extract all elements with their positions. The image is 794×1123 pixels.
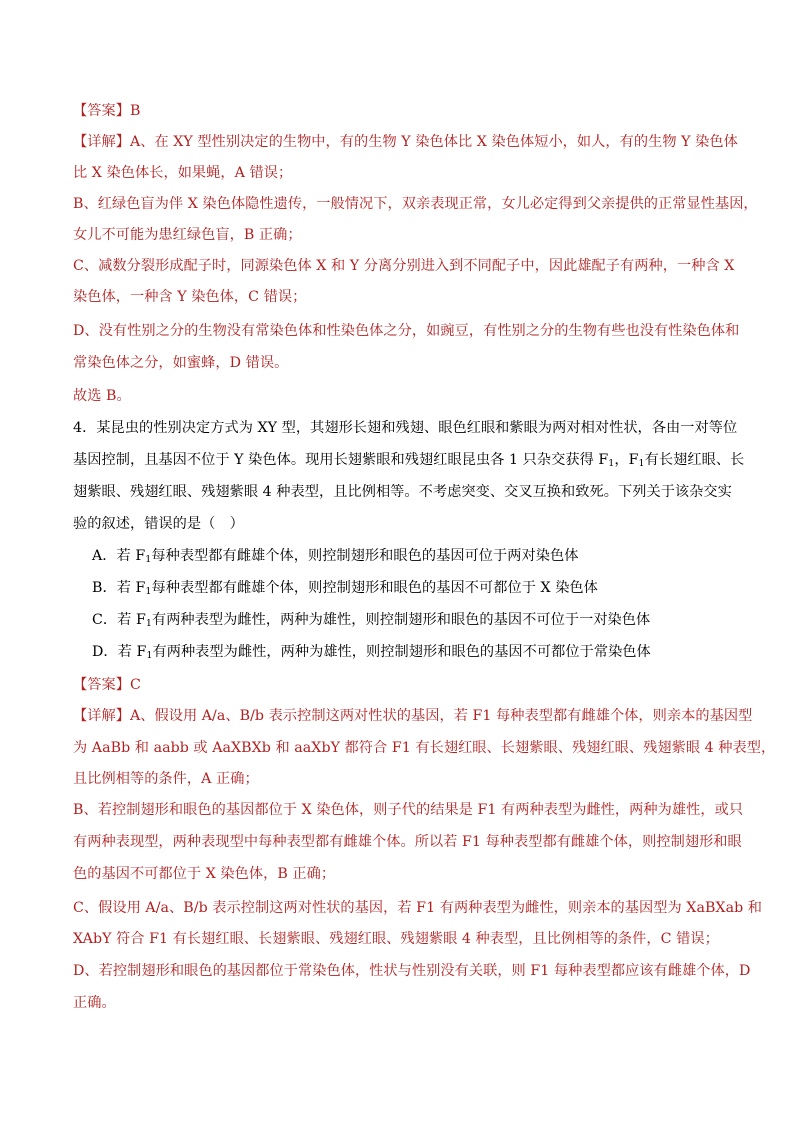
detail-line: 有两种表现型，两种表现型中每种表型都有雌雄个体。所以若 F1 每种表型都有雌雄个体，则控制翅形和眼 [73, 834, 742, 850]
answer-tag: 【答案】 [73, 677, 130, 693]
detail-line: 为 AaBb 和 aabb 或 AaXBXb 和 aaXbY 都符合 F1 有长翅红眼、长翅紫眼、残翅红眼、残翅紫眼 4 种表型， [73, 740, 776, 756]
detail-line: D、没有性别之分的生物没有常染色体和性染色体之分，如豌豆，有性别之分的生物有些也没有性染色体和 [73, 323, 740, 339]
detail-line: 染色体，一种含 Y 染色体，C 错误； [73, 289, 307, 305]
option-a[interactable]: A．若 $F_1$每种表型都有雌雄个体，则控制翅形和眼色的基因可位于两对染色体 [92, 548, 579, 565]
detail-line: B、红绿色盲为伴 X 染色体隐性遗传，一般情况下，双亲表现正常，女儿必定得到父亲提供的正常显性基因， [73, 196, 758, 212]
answer-value: B [129, 103, 141, 119]
detail-line: 女儿不可能为患红绿色盲，B 正确； [73, 227, 302, 243]
detail-line: C、假设用 A/a、B/b 表示控制这两对性状的基因，若 F1 有两种表型为雌性，则亲本的基因型为 XaBXab 和 [73, 900, 763, 916]
detail-line: XAbY 符合 F1 有长翅红眼、长翅紫眼、残翅红眼、残翅紫眼 4 种表型，且比例相等的条件，C 错误； [73, 931, 719, 947]
detail-line: 【详解】A、假设用 A/a、B/b 表示控制这两对性状的基因，若 F1 每种表型都有雌雄个体，则亲本的基因型 [73, 708, 753, 724]
detail-line: 正确。 [73, 995, 116, 1011]
answer-line-1 [73, 101, 734, 121]
answer-tag: 【答案】 [73, 103, 130, 119]
detail-line: B、若控制翅形和眼色的基因都位于 X 染色体，则子代的结果是 F1 有两种表型为雌性，两种为雄性，或只 [73, 802, 744, 818]
answer-line-2 [73, 675, 734, 695]
detail-line: 比 X 染色体长，如果蝇，A 错误； [73, 165, 293, 181]
question-stem: 基因控制，且基因不位于 Y 染色体。现用长翅紫眼和残翅红眼昆虫各 1 只杂交获得 $F_1$，$F_1$有长翅红眼、长 [73, 452, 745, 469]
detail-line: 常染色体之分，如蜜蜂，D 错误。 [73, 355, 289, 371]
option-b[interactable]: B．若 $F_1$每种表型都有雌雄个体，则控制翅形和眼色的基因不可都位于 X 染色体 [92, 580, 598, 597]
detail-line: D、若控制翅形和眼色的基因都位于常染色体，性状与性别没有关联，则 F1 每种表型都应该有雌雄个体，D [73, 963, 751, 979]
detail-tag: 【详解】 [73, 708, 130, 724]
question-stem: 验的叙述，错误的是（ ） [73, 516, 244, 532]
conclusion-line: 故选 B。 [73, 388, 131, 404]
detail-line: 【详解】A、在 XY 型性别决定的生物中，有的生物 Y 染色体比 X 染色体短小，如人，有的生物 Y 染色体 [73, 134, 738, 150]
question-stem: 4．某昆虫的性别决定方式为 XY 型，其翅形长翅和残翅、眼色红眼和紫眼为两对相对性状，各由一对等位 [73, 420, 738, 436]
option-c[interactable]: C．若 $F_1$有两种表型为雌性，两种为雄性，则控制翅形和眼色的基因不可位于一对染色体 [92, 612, 651, 629]
detail-line: 且比例相等的条件，A 正确； [73, 771, 259, 787]
detail-tag: 【详解】 [73, 134, 130, 150]
detail-line: 色的基因不可都位于 X 染色体，B 正确； [73, 866, 336, 882]
question-stem: 翅紫眼、残翅红眼、残翅紫眼 4 种表型，且比例相等。不考虑突变、交叉互换和致死。下列关于该杂交实 [73, 484, 732, 500]
answer-value: C [129, 677, 141, 693]
option-d[interactable]: D．若 $F_1$有两种表型为雌性，两种为雄性，则控制翅形和眼色的基因不可都位于常染色体 [92, 644, 651, 661]
detail-line: C、减数分裂形成配子时，同源染色体 X 和 Y 分离分别进入到不同配子中，因此雄配子有两种，一种含 X [73, 258, 735, 274]
